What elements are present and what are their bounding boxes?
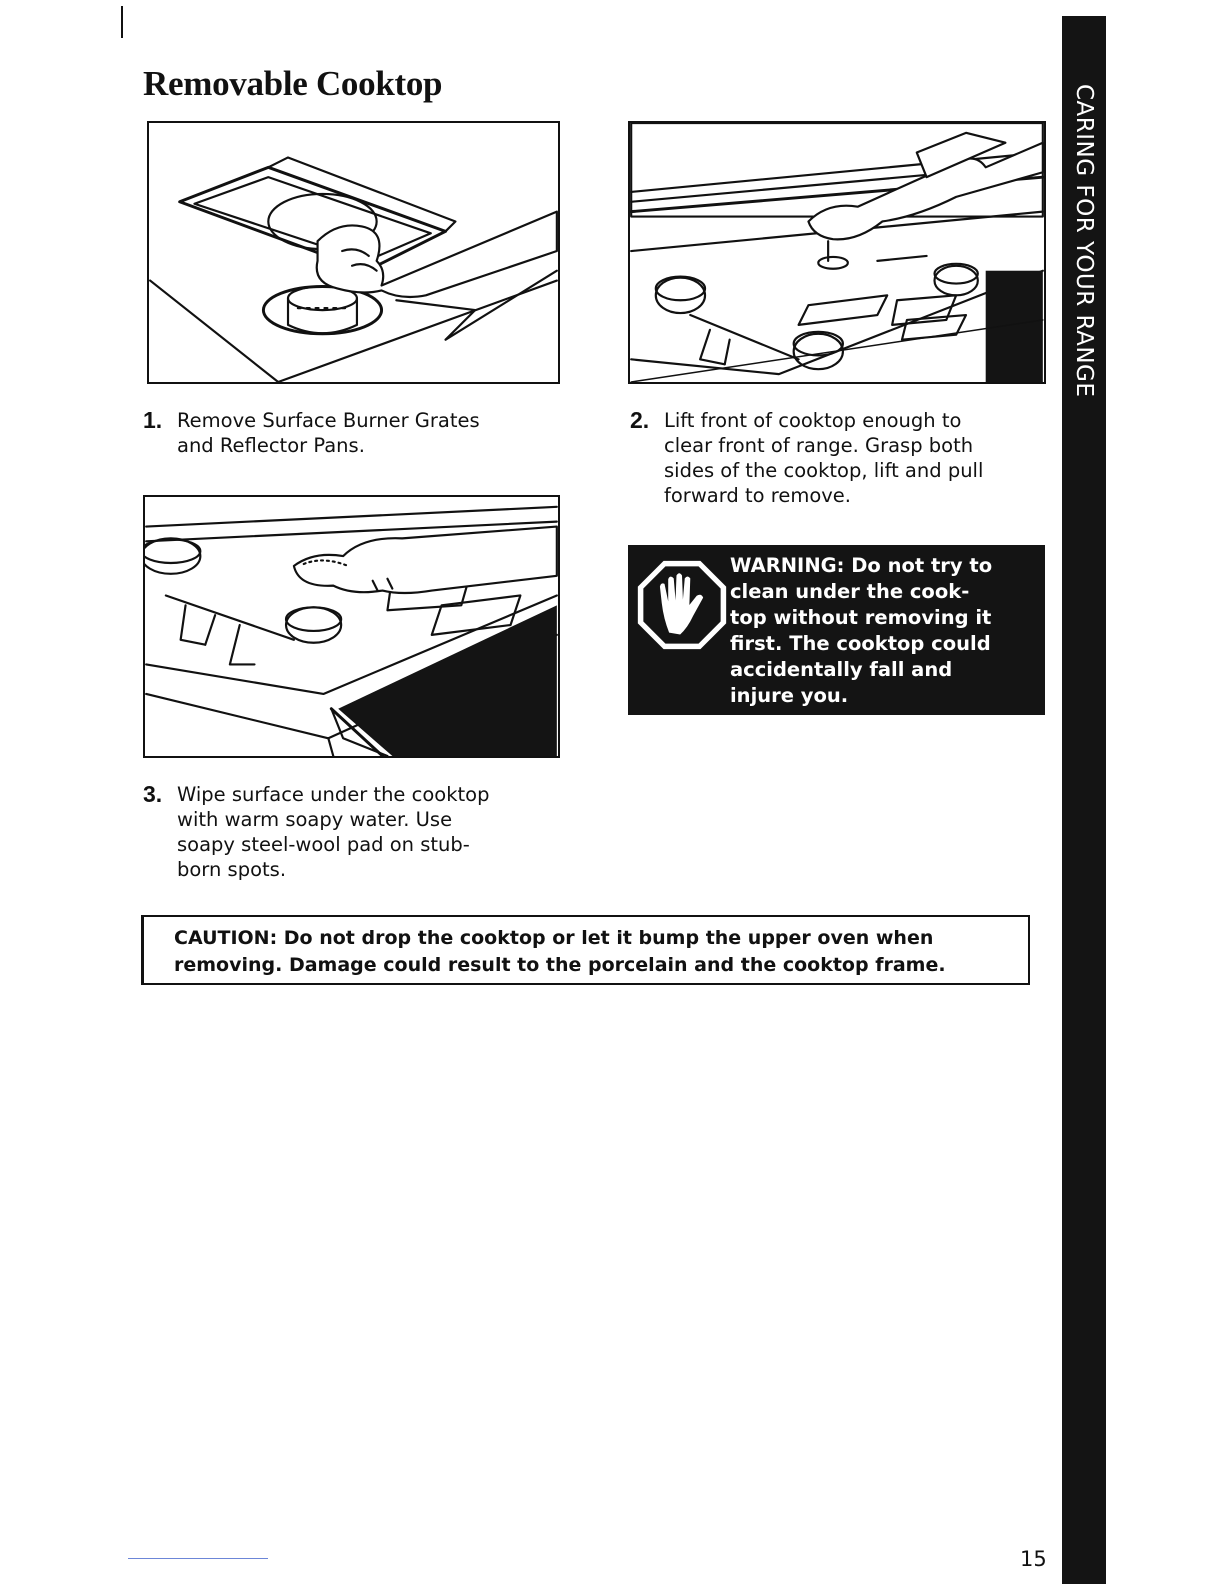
step-text-line: sides of the cooktop, lift and pull <box>664 459 984 482</box>
caution-line: CAUTION: Do not drop the cooktop or let it bump the upper oven when <box>174 927 934 949</box>
step-number: 1. <box>143 407 163 433</box>
step-1 <box>143 408 563 463</box>
warning-line: first. The cooktop could <box>730 632 991 655</box>
scan-mark <box>121 6 123 38</box>
warning-box <box>628 545 1045 715</box>
section-side-tab <box>1062 16 1106 1584</box>
warning-line: clean under the cook- <box>730 580 970 603</box>
step-number: 2. <box>630 407 650 433</box>
warning-line: top without removing it <box>730 606 992 629</box>
step-text-line: Wipe surface under the cooktop <box>177 783 490 806</box>
step-text-line: clear front of range. Grasp both <box>664 434 974 457</box>
caution-box <box>141 915 1030 985</box>
figure-remove-grate <box>147 121 560 384</box>
figure-lift-cooktop <box>628 121 1046 384</box>
warning-line: injure you. <box>730 684 849 707</box>
step-text-line: with warm soapy water. Use <box>177 808 453 831</box>
step-text-line: forward to remove. <box>664 484 851 507</box>
step-text-line: soapy steel-wool pad on stub- <box>177 833 470 856</box>
scan-mark <box>128 1558 268 1559</box>
step-number: 3. <box>143 781 163 807</box>
page-number: 15 <box>1020 1547 1047 1571</box>
page-title: Removable Cooktop <box>143 64 443 103</box>
step-text-line: and Reflector Pans. <box>177 434 365 457</box>
warning-line: WARNING: Do not try to <box>730 554 993 577</box>
step-3 <box>143 782 563 892</box>
stop-hand-icon <box>636 559 728 651</box>
warning-line: accidentally fall and <box>730 658 953 681</box>
step-text-line: Remove Surface Burner Grates <box>177 409 480 432</box>
section-tab-label: CARING FOR YOUR RANGE <box>1071 84 1097 398</box>
step-text-line: born spots. <box>177 858 287 881</box>
step-text-line: Lift front of cooktop enough to <box>664 409 962 432</box>
step-2 <box>630 408 1050 518</box>
figure-wipe-surface <box>143 495 560 758</box>
caution-line: removing. Damage could result to the porcelain and the cooktop frame. <box>174 954 946 976</box>
